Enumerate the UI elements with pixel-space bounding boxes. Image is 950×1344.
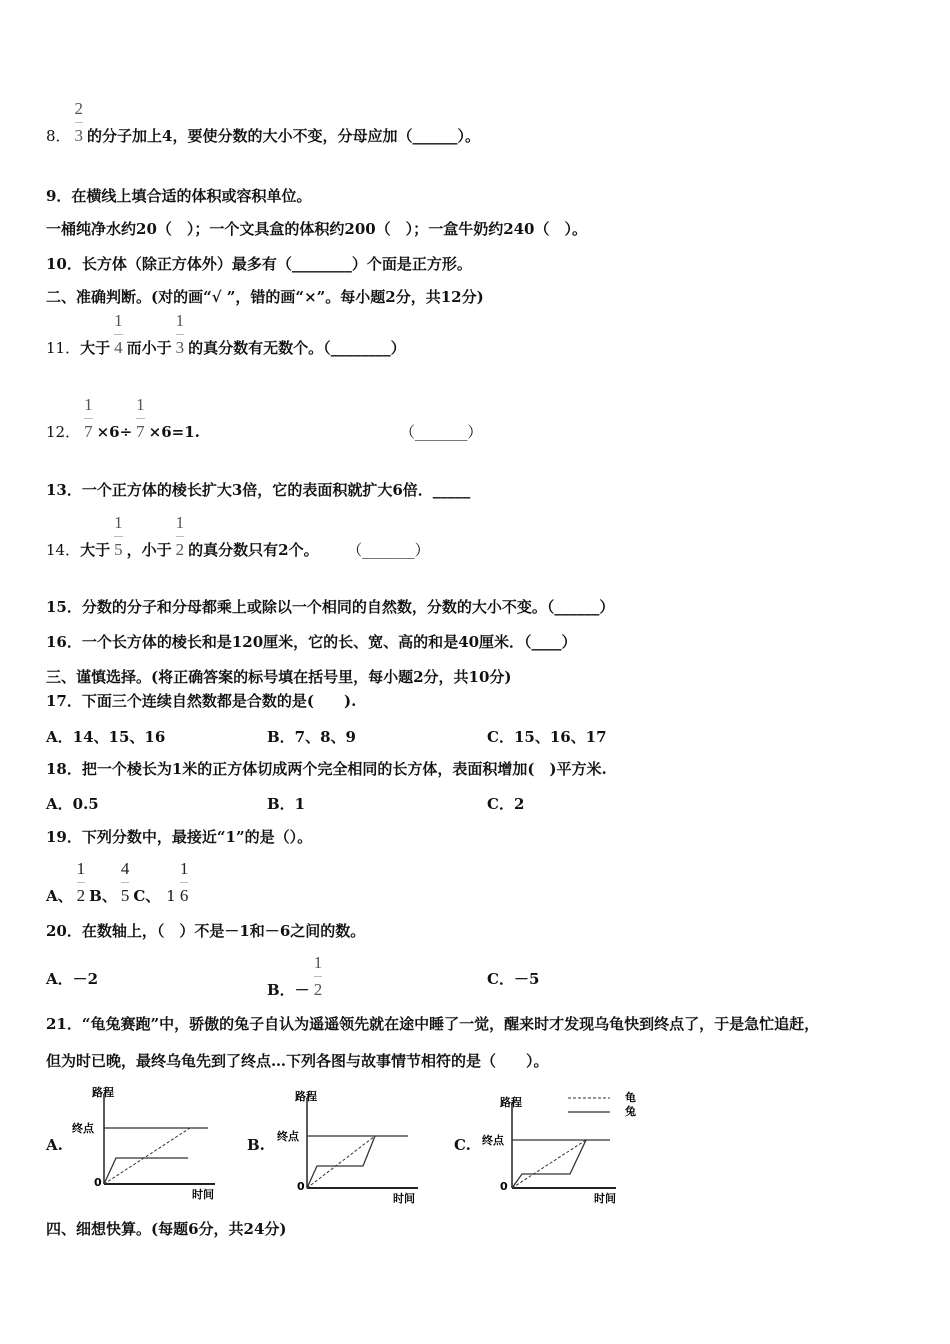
answer-blank[interactable]: （_______） — [354, 541, 430, 559]
option-c[interactable]: C. — [454, 1136, 471, 1154]
numerator: 1 — [179, 859, 189, 878]
q-text: ，小于 — [126, 541, 172, 559]
question-13: 13．一个正方体的棱长扩大3倍，它的表面积就扩大6倍．_____ — [46, 481, 471, 499]
option-a[interactable]: A．－2 — [46, 970, 99, 988]
option-a[interactable]: A．14、15、16 — [46, 728, 166, 746]
denominator: 7 — [136, 422, 145, 441]
denominator: 2 — [175, 540, 185, 559]
denominator: 5 — [120, 886, 130, 905]
fraction-bar — [136, 418, 145, 419]
graph-b-svg — [277, 1090, 433, 1205]
finish-label: 终点 — [72, 1122, 94, 1135]
option-b[interactable]: B．1 — [267, 795, 306, 813]
question-17: 17．下面三个连续自然数都是合数的是( ). — [46, 692, 357, 710]
question-16: 16．一个长方体的棱长和是120厘米，它的长、宽、高的和是40厘米．（____） — [46, 633, 577, 651]
fraction-bar — [114, 334, 123, 335]
q-text: 而小于 — [126, 339, 172, 357]
question-15: 15．分数的分子和分母都乘上或除以一个相同的自然数，分数的大小不变。（______） — [46, 598, 615, 616]
fraction-bar — [114, 536, 123, 537]
q-number: 8． — [46, 127, 71, 145]
q-number: 11． — [46, 339, 81, 357]
fraction — [84, 396, 93, 441]
y-label: 路程 — [295, 1090, 317, 1103]
option-c[interactable]: C．15、16、17 — [487, 728, 607, 746]
origin-label: 0 — [297, 1180, 305, 1193]
option-a[interactable]: A. — [46, 1136, 63, 1154]
denominator: 3 — [74, 126, 84, 145]
whole-number: 1 — [166, 887, 176, 905]
y-label: 路程 — [92, 1086, 114, 1099]
option-a[interactable]: A．0.5 — [46, 795, 99, 813]
question-20: 20．在数轴上，（ ）不是－1和－6之间的数。 — [46, 922, 366, 940]
graph-b — [277, 1090, 433, 1206]
option-b-label: B．－ — [267, 981, 310, 999]
denominator: 3 — [175, 338, 185, 357]
question-9: 9．在横线上填合适的体积或容积单位。 — [46, 187, 312, 205]
question-19-options — [46, 860, 192, 906]
denominator: 6 — [179, 886, 189, 905]
fraction — [180, 860, 189, 905]
q-text: 的分子加上4，要使分数的大小不变，分母应加（______）。 — [87, 127, 480, 145]
q-text: 的真分数有无数个。（________） — [188, 339, 406, 357]
fraction — [75, 100, 84, 145]
finish-label: 终点 — [277, 1130, 299, 1143]
option-c[interactable]: C、 — [133, 887, 161, 905]
q-text: 大于 — [80, 339, 111, 357]
fraction — [314, 954, 323, 999]
q-text: 大于 — [80, 541, 111, 559]
option-b[interactable]: B. — [247, 1136, 265, 1154]
x-label: 时间 — [393, 1192, 415, 1205]
denominator: 2 — [313, 980, 323, 999]
section-3-heading: 三、谨慎选择。(将正确答案的标号填在括号里，每小题2分，共10分) — [46, 668, 512, 686]
question-10: 10．长方体（除正方体外）最多有（________）个面是正方形。 — [46, 255, 472, 273]
fraction — [114, 312, 123, 357]
numerator: 1 — [136, 395, 145, 414]
option-b[interactable]: B．7、8、9 — [267, 728, 356, 746]
question-12 — [46, 396, 482, 442]
denominator: 2 — [76, 886, 86, 905]
fraction-bar — [75, 122, 84, 123]
denominator: 5 — [114, 540, 123, 559]
rabbit-line — [104, 1158, 188, 1184]
question-11 — [46, 312, 406, 358]
question-14 — [46, 514, 430, 560]
graph-c-svg — [482, 1091, 648, 1205]
option-b[interactable] — [267, 954, 326, 1000]
fraction — [114, 514, 123, 559]
fraction — [136, 396, 145, 441]
numerator: 1 — [114, 513, 123, 532]
y-label: 路程 — [500, 1096, 522, 1109]
fraction-bar — [84, 418, 93, 419]
x-label: 时间 — [192, 1188, 214, 1201]
answer-blank[interactable]: （_______） — [399, 423, 483, 441]
section-2-heading: 二、准确判断。(对的画“√ ”，错的画“×”。每小题2分，共12分) — [46, 288, 484, 306]
graph-a — [72, 1086, 230, 1201]
graph-a-svg — [72, 1086, 230, 1201]
question-21-line1: 21．“龟兔赛跑”中，骄傲的兔子自认为遥遥领先就在途中睡了一觉，醒来时才发现乌龟快到终点了，于是急忙追赶， — [46, 1015, 820, 1033]
x-label: 时间 — [594, 1192, 616, 1205]
numerator: 4 — [120, 859, 130, 878]
denominator: 7 — [84, 422, 93, 441]
fraction — [176, 514, 185, 559]
option-a[interactable]: A、 — [46, 887, 73, 905]
denominator: 4 — [114, 338, 123, 357]
numerator: 1 — [313, 953, 323, 972]
question-8 — [46, 100, 480, 146]
legend-turtle-label: 龟 — [625, 1091, 636, 1104]
turtle-line — [104, 1128, 190, 1184]
fraction-bar — [176, 334, 185, 335]
fraction-bar — [176, 536, 185, 537]
fraction — [77, 860, 86, 905]
finish-label: 终点 — [482, 1134, 504, 1147]
option-c[interactable]: C．－5 — [487, 970, 540, 988]
graph-c — [482, 1091, 648, 1206]
fraction-bar — [121, 882, 130, 883]
q-number: 12． — [46, 423, 81, 441]
fraction — [121, 860, 130, 905]
numerator: 1 — [76, 859, 86, 878]
numerator: 1 — [175, 311, 185, 330]
question-18: 18．把一个棱长为1米的正方体切成两个完全相同的长方体，表面积增加( )平方米. — [46, 760, 607, 778]
q-number: 14． — [46, 541, 81, 559]
option-b[interactable]: B、 — [89, 887, 117, 905]
rabbit-line — [512, 1140, 586, 1188]
origin-label: 0 — [500, 1180, 508, 1193]
fraction — [176, 312, 185, 357]
question-9-line2: 一桶纯净水约20（ ）；一个文具盒的体积约200（ ）；一盒牛奶约240（ ）。 — [46, 220, 587, 238]
origin-label: 0 — [94, 1176, 102, 1189]
q-text: ×6=1. — [148, 423, 200, 441]
fraction-bar — [314, 976, 323, 977]
section-4-heading: 四、细想快算。(每题6分，共24分) — [46, 1220, 287, 1238]
fraction-bar — [180, 882, 189, 883]
question-21-line2: 但为时已晚，最终乌龟先到了终点…下列各图与故事情节相符的是（ ）。 — [46, 1052, 549, 1070]
q-text: ×6÷ — [96, 423, 133, 441]
legend-rabbit-label: 兔 — [625, 1105, 636, 1118]
option-c[interactable]: C．2 — [487, 795, 525, 813]
numerator: 1 — [84, 395, 93, 414]
numerator: 1 — [114, 311, 123, 330]
q-text: 的真分数只有2个。 — [188, 541, 319, 559]
fraction-bar — [77, 882, 86, 883]
numerator: 1 — [175, 513, 185, 532]
numerator: 2 — [74, 99, 84, 118]
question-19: 19．下列分数中，最接近“1”的是（）。 — [46, 828, 313, 846]
